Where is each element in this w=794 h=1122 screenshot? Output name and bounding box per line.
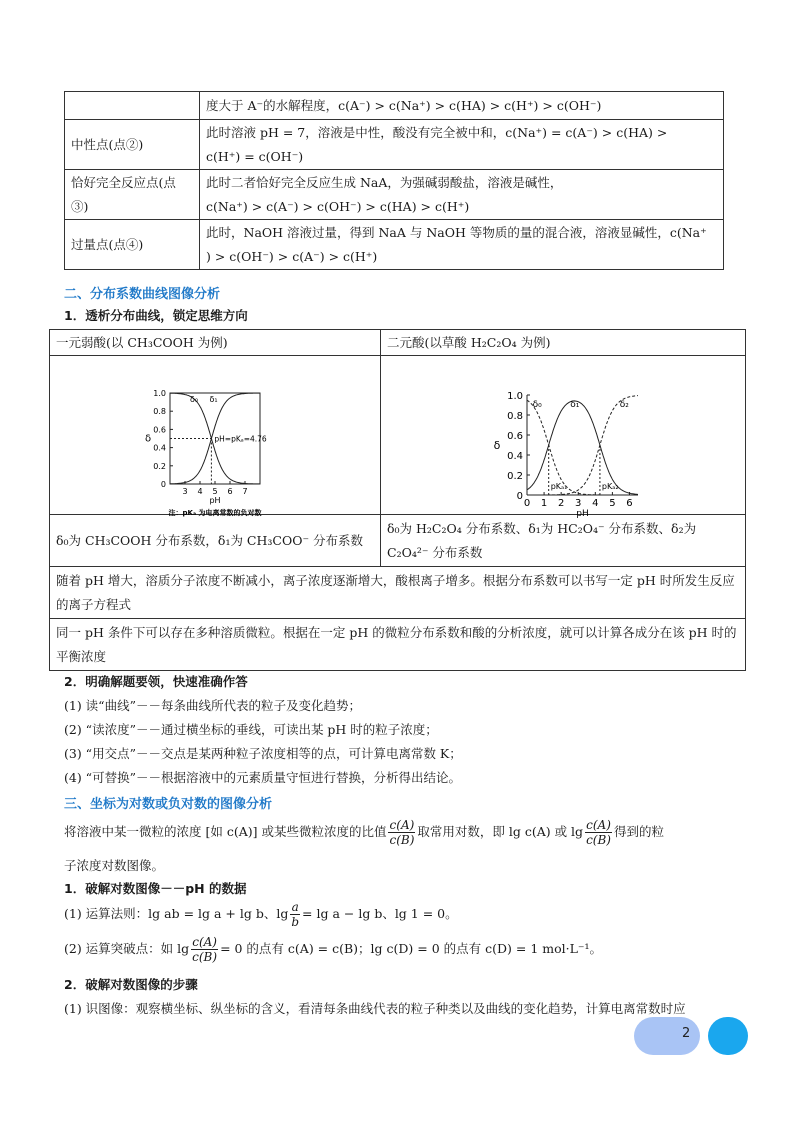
annotation: pKₐ₂ [601, 482, 619, 491]
monoprotic-chart [50, 356, 380, 517]
x-tick-label: 1 [540, 498, 548, 509]
table-row [65, 120, 724, 170]
row-text: 此时二者恰好完全反应生成 NaA，为强碱弱酸盐，溶液是碱性， c(Na⁺) > c(A⁻) > c(OH⁻) > c(HA) > c(H⁺) [200, 170, 724, 220]
y-tick-label: 0.4 [507, 451, 523, 462]
section-3-title: 三、坐标为对数或负对数的图像分析 [64, 797, 273, 812]
table-row [65, 220, 724, 270]
y-tick-label: 0.8 [507, 411, 523, 422]
y-axis-label: δ [493, 439, 501, 452]
x-tick-label: 3 [182, 487, 188, 496]
series-line-delta0 [527, 400, 638, 495]
numerator: c(A) [192, 935, 217, 949]
y-tick-label: 0 [160, 480, 166, 489]
y-tick-label: 1.0 [507, 391, 523, 402]
right-desc: δ₀为 H₂C₂O₄ 分布系数、δ₁为 HC₂O₄⁻ 分布系数、δ₂为 C₂O₄²⁻ 分布系数 [381, 515, 746, 567]
x-tick-label: 6 [626, 498, 633, 509]
text: 将溶液中某一微粒的浓度 [如 c(A)] 或某些微粒浓度的比值 [64, 824, 387, 839]
x-tick-label: 7 [242, 487, 248, 496]
row-label: 中性点(点②) [65, 120, 200, 170]
section-3-sub1: 1．破解对数图像－－pH 的数据 [64, 881, 247, 896]
list-item: (2) “读浓度”－－通过横坐标的垂线，可读出某 pH 时的粒子浓度； [64, 722, 438, 737]
page-number: 2 [682, 1026, 691, 1041]
rule-2 [64, 930, 602, 968]
text: = 0 的点有 c(A) = c(B)；lg c(D) = 0 的点有 c(D) = 1 mol·L⁻¹。 [220, 941, 603, 956]
table-distribution [49, 329, 746, 671]
numerator: c(A) [389, 818, 415, 832]
rule-1 [64, 896, 458, 932]
y-tick-label: 0.2 [153, 461, 166, 471]
right-chart-cell [381, 356, 746, 519]
x-tick-label: 4 [197, 487, 203, 496]
series-label: δ₀ [532, 400, 542, 410]
diprotic-chart [381, 356, 745, 519]
list-item: (4) “可替换”－－根据溶液中的元素质量守恒进行替换，分析得出结论。 [64, 770, 461, 785]
series-label: δ₁ [209, 395, 218, 405]
x-tick-label: 5 [212, 487, 218, 496]
series-line-delta2 [527, 396, 638, 495]
x-axis-label: pH [209, 496, 221, 505]
x-tick-label: 4 [592, 498, 599, 509]
text: 得到的粒 [613, 824, 664, 839]
row-label [65, 92, 200, 120]
x-tick-label: 5 [609, 498, 616, 509]
ratio-fraction [388, 818, 415, 847]
denominator: c(B) [586, 833, 611, 847]
section-2-sub2: 2．明确解题要领，快速准确作答 [64, 674, 248, 689]
left-header: 一元弱酸(以 CH₃COOH 为例) [50, 330, 381, 356]
y-tick-label: 0.2 [507, 471, 523, 482]
y-tick-label: 0 [516, 491, 523, 502]
series-line-delta1 [527, 401, 638, 495]
annotation: pKₐ₁ [550, 482, 568, 491]
right-header: 二元酸(以草酸 H₂C₂O₄ 为例) [381, 330, 746, 356]
y-tick-label: 1.0 [153, 389, 166, 398]
x-tick-label: 6 [227, 487, 233, 496]
text: 取常用对数，即 lg c(A) 或 lg [417, 824, 584, 839]
section-2-title: 二、分布系数曲线图像分析 [64, 287, 221, 302]
y-axis-label: δ [144, 433, 152, 445]
log-intro-line1 [64, 812, 664, 852]
y-tick-label: 0.8 [153, 407, 166, 417]
ratio-fraction [585, 818, 612, 847]
list-item: (1) 读“曲线”－－每条曲线所代表的粒子及变化趋势； [64, 698, 361, 713]
ab-fraction [290, 900, 300, 929]
series-label: δ₂ [619, 400, 629, 410]
x-tick-label: 0 [523, 498, 531, 509]
row-text: 此时，NaOH 溶液过量，得到 NaA 与 NaOH 等物质的量的混合液，溶液显碱性，c(Na⁺ ) > c(OH⁻) > c(A⁻) > c(H⁺) [200, 220, 724, 270]
table-row [50, 330, 746, 356]
ratio-fraction [191, 935, 218, 964]
text: (1) 运算法则：lg ab = lg a + lg b、lg [64, 906, 289, 921]
section-3-sub2: 2．破解对数图像的步骤 [64, 977, 198, 992]
y-tick-label: 0.6 [507, 431, 523, 442]
y-tick-label: 0.6 [153, 425, 166, 435]
row-label: 恰好完全反应点(点③) [65, 170, 200, 220]
list-item: (3) “用交点”－－交点是某两种粒子浓度相等的点，可计算电离常数 K； [64, 746, 462, 761]
table-row [50, 619, 746, 671]
page-badge-dark [708, 1017, 748, 1055]
denominator: c(B) [192, 950, 218, 964]
row-text: 此时溶液 pH = 7，溶液是中性，酸没有完全被中和，c(Na⁺) = c(A⁻) > c(HA) > c(H⁺) = c(OH⁻) [200, 120, 724, 170]
table-row [50, 567, 746, 619]
x-axis-label: pH [576, 509, 589, 519]
annotation: pH=pKₐ=4.76 [214, 434, 267, 444]
row-ph-trend: 随着 pH 增大，溶质分子浓度不断减小，离子浓度逐渐增大，酸根离子增多。根据分布系数可以书写一定 pH 时所发生反应的离子方程式 [50, 567, 746, 619]
table-row [65, 170, 724, 220]
x-tick-label: 2 [557, 498, 565, 509]
section-2-sub1: 1．透析分布曲线，锁定思维方向 [64, 308, 248, 323]
chart-note: 注：pKₐ 为电离常数的负对数 [168, 509, 262, 517]
numerator: a [291, 900, 299, 914]
left-desc: δ₀为 CH₃COOH 分布系数，δ₁为 CH₃COO⁻ 分布系数 [50, 515, 381, 567]
numerator: c(A) [586, 818, 611, 832]
y-tick-label: 0.4 [153, 443, 166, 453]
denominator: c(B) [389, 833, 415, 847]
text: = lg a − lg b、lg 1 = 0。 [302, 906, 458, 921]
denominator: b [291, 915, 300, 929]
step-1: (1) 识图像：观察横坐标、纵坐标的含义，看清每条曲线代表的粒子种类以及曲线的变化趋势，计算电离常数时应 [64, 1001, 686, 1016]
row-text: 度大于 A⁻的水解程度，c(A⁻) > c(Na⁺) > c(HA) > c(H⁺) > c(OH⁻) [200, 92, 724, 120]
text: (2) 运算突破点：如 lg [64, 941, 190, 956]
row-equilibrium: 同一 pH 条件下可以存在多种溶质微粒。根据在一定 pH 的微粒分布系数和酸的分析浓度，就可以计算各成分在该 pH 时的平衡浓度 [50, 619, 746, 671]
table-row [50, 515, 746, 567]
series-label: δ₁ [570, 400, 580, 410]
table-titration-points [64, 91, 724, 270]
row-label: 过量点(点④) [65, 220, 200, 270]
x-tick-label: 3 [575, 498, 582, 509]
table-row [50, 356, 746, 515]
table-row [65, 92, 724, 120]
log-intro-line2: 子浓度对数图像。 [64, 858, 165, 873]
left-chart-cell [50, 356, 381, 515]
series-label: δ₀ [189, 395, 199, 405]
